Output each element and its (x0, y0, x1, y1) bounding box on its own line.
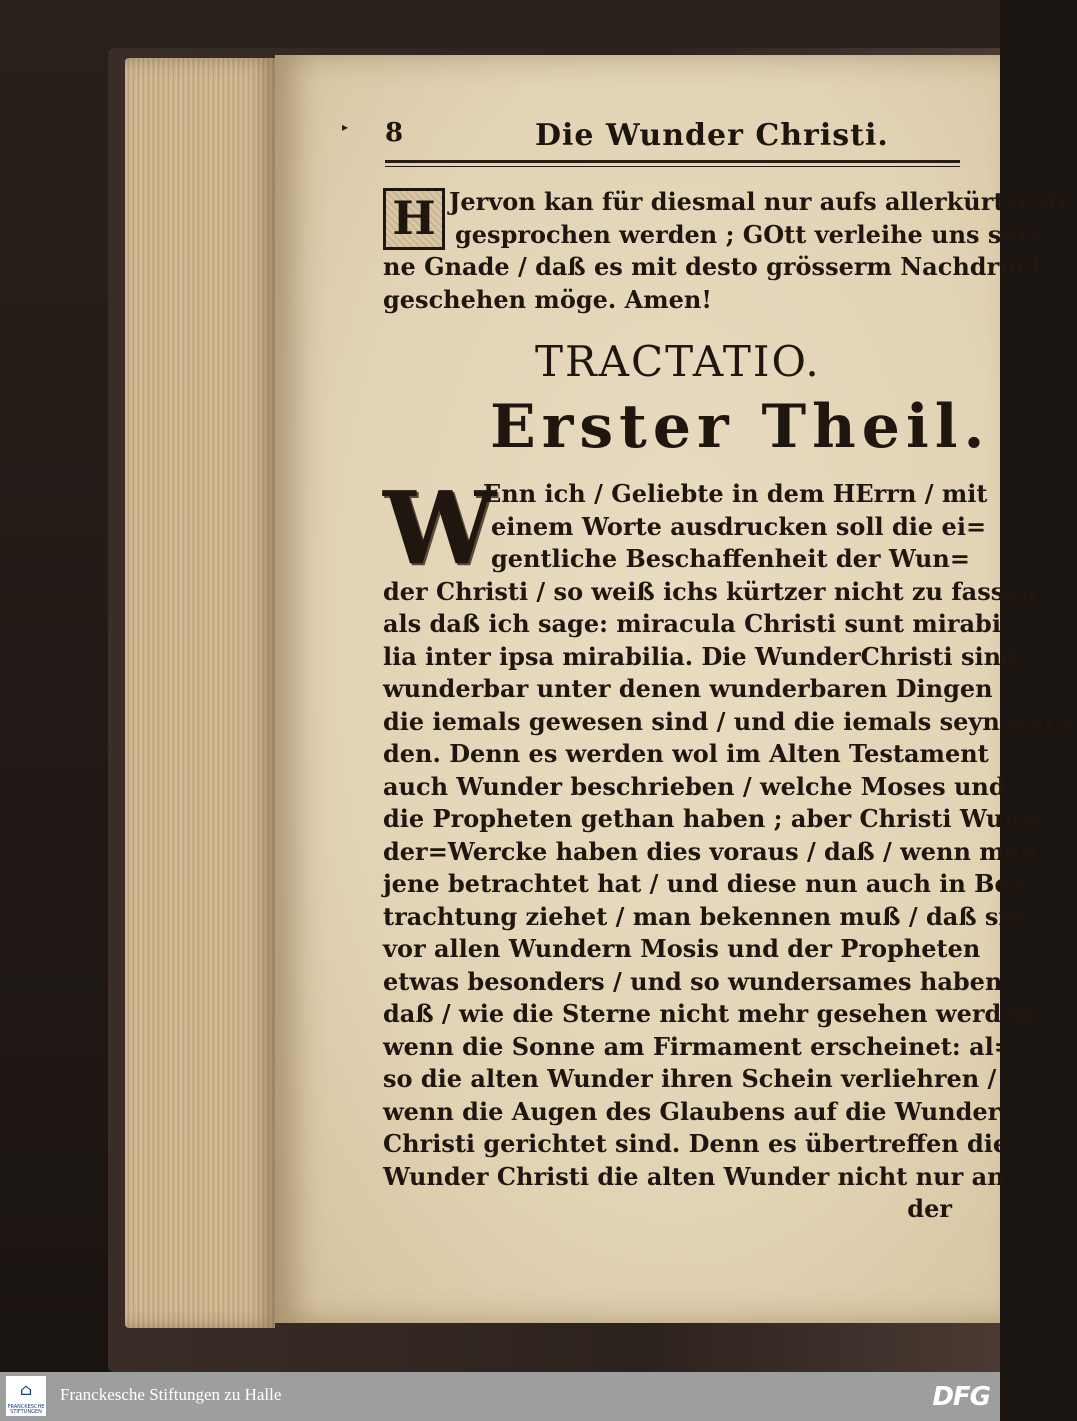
text-line: den. Denn es werden wol im Alten Testament (383, 739, 989, 768)
running-title: Die Wunder Christi. (535, 118, 889, 153)
text-line: die iemals gewesen sind / und die iemals seyn wer= (383, 706, 1077, 736)
logo-caption: FRANCKESCHE STIFTUNGEN (7, 1404, 45, 1415)
tractatio-heading: TRACTATIO. (535, 337, 821, 386)
text-line: jene betrachtet hat / und diese nun auch in Be= (383, 869, 1030, 898)
body-initial: W (383, 469, 496, 587)
text-line: Jervon kan für diesmal nur aufs allerkürtzeste (449, 187, 1074, 216)
text-line: Christi gerichtet sind. Denn es übertreffen die (383, 1129, 1009, 1158)
text-line: einem Worte ausdrucken soll die ei= (491, 511, 987, 541)
text-line: geschehen möge. Amen! (383, 284, 712, 314)
text-line: so die alten Wunder ihren Schein verliehren / (383, 1064, 997, 1093)
bullet-mark-icon: ▸ (342, 120, 349, 134)
text-line: trachtung ziehet / man bekennen muß / daß sie (383, 901, 1023, 931)
text-line: die Propheten gethan haben ; aber Christi Wun= (383, 804, 1041, 833)
running-head (385, 118, 960, 164)
text-line: wunderbar unter denen wunderbaren Dingen / (383, 674, 1010, 703)
building-icon: ⌂ (19, 1380, 33, 1399)
text-line: gentliche Beschaffenheit der Wun= (491, 544, 970, 573)
body-paragraph (383, 469, 1077, 1226)
text-line: der (907, 1194, 952, 1223)
text-line: ne Gnade / daß es mit desto grösserm Nachdruck (383, 252, 1048, 281)
intro-paragraph (383, 186, 1074, 316)
text-line: auch Wunder beschrieben / welche Moses und (383, 771, 1006, 801)
dfg-logo[interactable]: DFG (932, 1382, 990, 1412)
text-line: etwas besonders / und so wundersames haben / (383, 966, 1020, 996)
text-line: wenn die Sonne am Firmament erscheinet: al= (383, 1031, 1014, 1061)
text-line: Wunder Christi die alten Wunder nicht nur an (383, 1161, 1005, 1191)
page-edges (125, 58, 275, 1328)
text-line: gesprochen werden ; GOtt verleihe uns sei= (455, 219, 1046, 249)
text-line: vor allen Wundern Mosis und der Propheten (383, 934, 981, 963)
text-line: der Christi / so weiß ichs kürtzer nicht zu fassen / (383, 576, 1055, 606)
text-line: Enn ich / Geliebte in dem HErrn / mit (483, 479, 988, 508)
part-heading: Erster Theil. (490, 392, 991, 462)
institution-name[interactable]: Franckesche Stiftungen zu Halle (60, 1385, 282, 1404)
head-rule-thin (385, 166, 960, 167)
text-line: der=Wercke haben dies voraus / daß / wenn man (383, 836, 1038, 866)
institution-logo[interactable] (6, 1376, 46, 1416)
viewer-footer (0, 1372, 1000, 1421)
head-rule (385, 160, 960, 163)
text-line: lia inter ipsa mirabilia. Die WunderChristi sind (383, 641, 1018, 671)
text-line: wenn die Augen des Glaubens auf die Wunder (383, 1096, 1001, 1126)
page-number: 8 (385, 118, 404, 148)
intro-initial: H (383, 188, 445, 250)
text-line: als daß ich sage: miracula Christi sunt mirabi- (383, 609, 1011, 638)
text-line: daß / wie die Sterne nicht mehr gesehen werden / (383, 999, 1052, 1028)
